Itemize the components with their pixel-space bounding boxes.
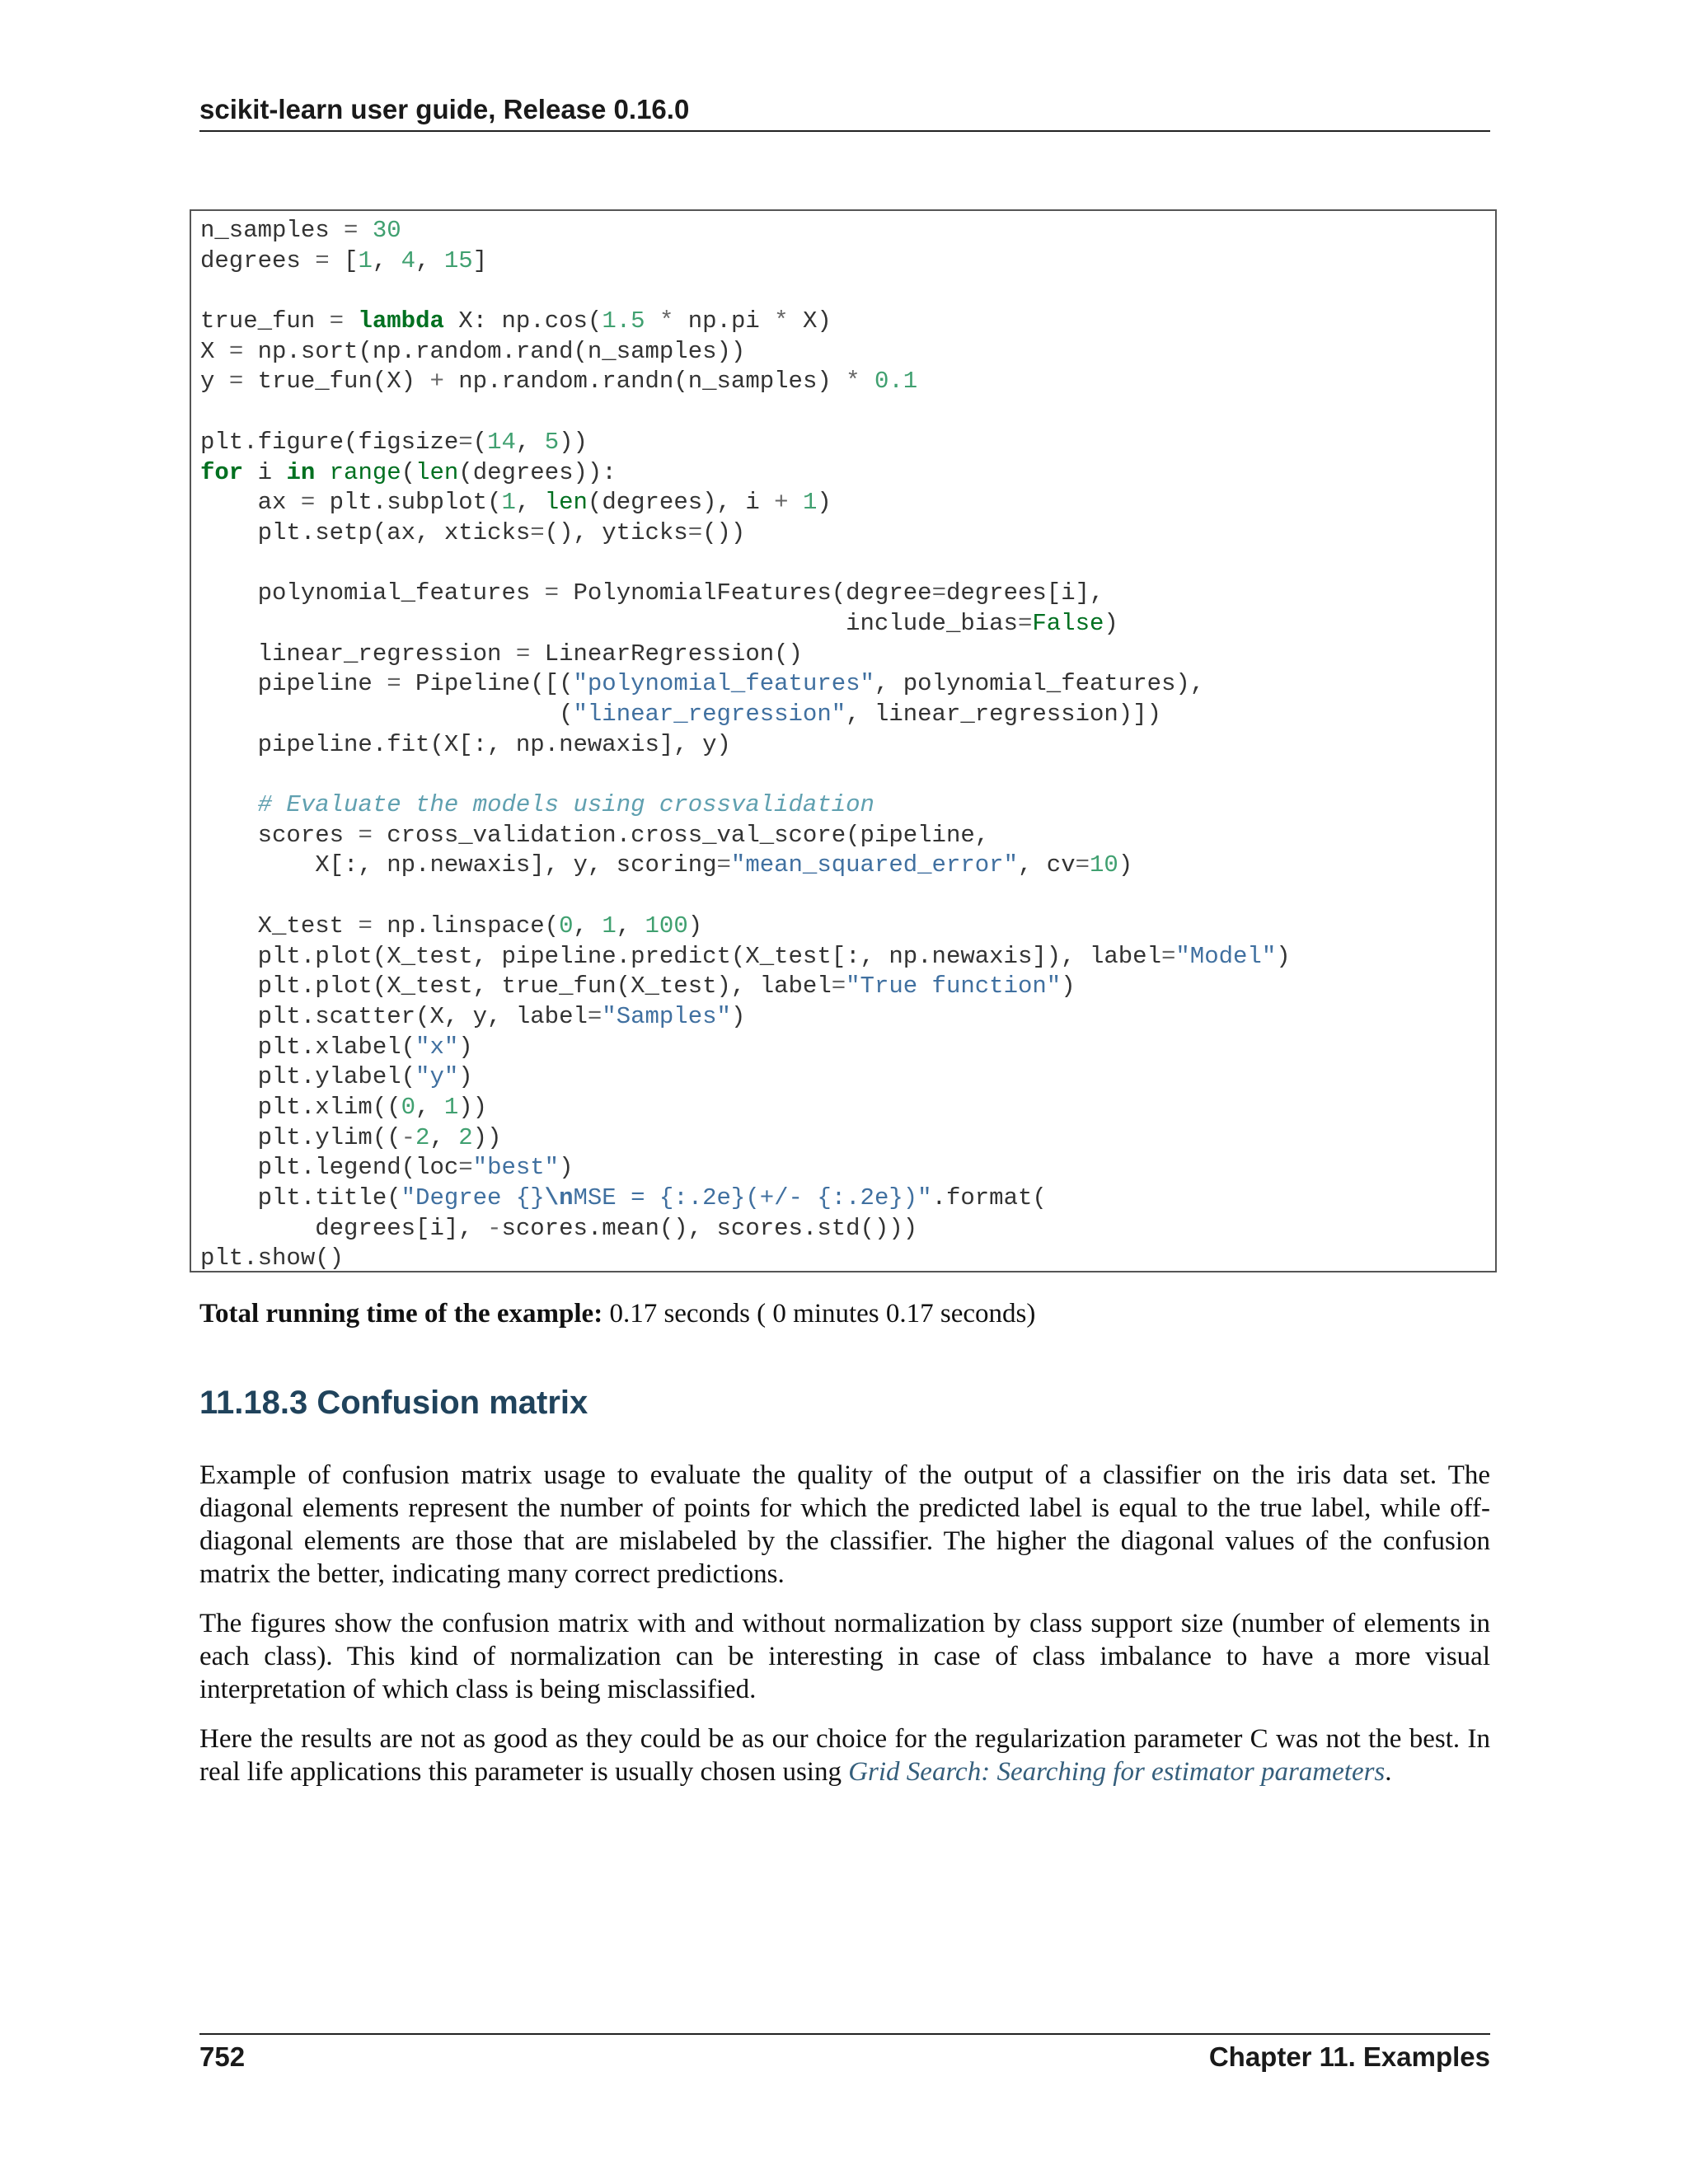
page-header <box>199 91 1490 132</box>
code-token: Pipeline([( <box>401 670 574 698</box>
grid-search-link[interactable]: Grid Search: Searching for estimator parameters <box>848 1757 1386 1787</box>
code-token: , <box>515 489 545 517</box>
code-token: plt.plot(X_test, pipeline.predict(X_test[:, np.newaxis]), label <box>200 942 1161 970</box>
code-token: X) <box>788 307 832 335</box>
code-line <box>200 700 1495 730</box>
code-token <box>645 307 659 335</box>
running-header-title: scikit-learn user guide, Release 0.16.0 <box>199 94 690 124</box>
code-token: 1 <box>602 912 617 940</box>
code-token: 1.5 <box>602 307 645 335</box>
code-token <box>860 368 874 395</box>
code-token: , cv <box>1017 851 1076 879</box>
code-token: \n <box>544 1184 574 1212</box>
code-token: "polynomial_features" <box>573 670 874 698</box>
code-line <box>200 1183 1495 1214</box>
code-token: 2 <box>458 1123 473 1151</box>
code-line <box>200 488 1495 518</box>
code-token: .format( <box>931 1184 1047 1212</box>
code-line <box>200 730 1495 761</box>
code-token: ) <box>559 1154 574 1182</box>
code-token: "y" <box>415 1063 459 1091</box>
code-token: cross_validation.cross_val_score(pipeline, <box>372 821 990 849</box>
code-token: "best" <box>472 1154 560 1182</box>
code-token: , <box>429 1123 459 1151</box>
code-token: ) <box>458 1063 473 1091</box>
code-token: MSE = {:.2e}(+/- {:.2e})" <box>573 1184 932 1212</box>
code-token: , <box>415 246 444 274</box>
code-token: range <box>329 458 401 486</box>
code-line <box>200 518 1495 549</box>
code-token: = <box>344 217 359 244</box>
page-footer <box>199 2033 1490 2084</box>
code-token: = <box>1017 609 1033 637</box>
running-time-line <box>199 1299 1035 1329</box>
code-token: ()) <box>702 518 746 546</box>
code-token: in <box>286 458 316 486</box>
code-line <box>200 216 1495 246</box>
code-token: np.random.randn(n_samples) <box>443 368 846 396</box>
code-token: ) <box>817 489 832 517</box>
code-line <box>200 1153 1495 1183</box>
code-token: true_fun(X) <box>243 368 430 396</box>
code-line <box>200 1093 1495 1123</box>
code-token: + <box>429 368 444 396</box>
code-line <box>200 881 1495 912</box>
code-token: true_fun <box>200 307 330 335</box>
code-token: ( <box>200 701 574 728</box>
code-line <box>200 1123 1495 1154</box>
code-line <box>200 790 1495 821</box>
code-token: )) <box>458 1093 488 1121</box>
code-token: - <box>487 1214 502 1242</box>
code-token: pipeline <box>200 670 387 698</box>
code-token: - <box>401 1123 416 1151</box>
code-token: * <box>774 307 789 335</box>
running-time-label: Total running time of the example: <box>199 1299 603 1329</box>
code-token: ( <box>401 458 416 486</box>
code-token: ) <box>1104 609 1118 637</box>
code-token <box>344 307 358 335</box>
code-token: = <box>228 368 244 396</box>
code-token: lambda <box>358 307 444 335</box>
code-token: , <box>515 428 545 456</box>
code-token: ) <box>1276 942 1291 970</box>
page-number: 752 <box>199 2041 246 2072</box>
code-token: plt.ylim(( <box>200 1123 401 1151</box>
code-token: = <box>587 1002 603 1030</box>
code-token: ) <box>1061 972 1076 1001</box>
code-line <box>200 458 1495 489</box>
code-token: 4 <box>401 246 416 274</box>
code-token: 0 <box>401 1093 416 1121</box>
code-token: = <box>329 307 345 335</box>
code-token: , <box>616 912 645 940</box>
code-token: [ <box>329 246 359 274</box>
code-line <box>200 1244 1495 1272</box>
code-token: len <box>544 489 588 517</box>
code-token: )) <box>559 428 588 456</box>
code-token <box>358 217 372 244</box>
code-token <box>315 459 329 486</box>
code-line <box>200 609 1495 640</box>
code-token: 1 <box>501 489 516 517</box>
code-line <box>200 640 1495 670</box>
code-token: 10 <box>1090 851 1118 879</box>
code-line <box>200 942 1495 972</box>
code-line <box>200 1033 1495 1063</box>
code-token <box>200 791 258 818</box>
code-token: plt.subplot( <box>315 489 502 517</box>
code-token <box>789 489 803 516</box>
code-token: ) <box>1118 851 1133 879</box>
code-token: np.pi <box>673 307 775 335</box>
code-token: plt.show() <box>200 1244 345 1272</box>
code-line <box>200 307 1495 337</box>
code-line <box>200 1002 1495 1033</box>
code-token: y <box>200 368 229 396</box>
code-token: ax <box>200 489 301 517</box>
code-token: 1 <box>802 489 818 517</box>
code-token: "Samples" <box>602 1002 731 1030</box>
code-token: = <box>358 821 373 849</box>
paragraph-regularization <box>199 1722 1490 1788</box>
code-token: = <box>300 489 316 517</box>
code-token: linear_regression <box>200 640 516 668</box>
code-token: scores.mean(), scores.std())) <box>501 1214 918 1242</box>
code-line <box>200 397 1495 428</box>
code-line <box>200 549 1495 579</box>
code-token: 1 <box>443 1093 459 1121</box>
code-token: X[:, np.newaxis], y, scoring <box>200 851 717 879</box>
code-token: = <box>458 428 473 456</box>
code-token: + <box>774 489 789 517</box>
chapter-title: Chapter 11. Examples <box>1208 2041 1490 2072</box>
code-token: 15 <box>443 246 473 274</box>
code-token: for <box>200 458 244 486</box>
code-token: (degrees)): <box>458 458 617 486</box>
code-token: = <box>515 640 531 668</box>
code-token: = <box>544 579 560 607</box>
section-heading: 11.18.3 Confusion matrix <box>199 1385 588 1421</box>
code-token: * <box>846 368 860 396</box>
code-line <box>200 246 1495 277</box>
code-token: = <box>387 670 401 698</box>
code-token: 0 <box>559 912 574 940</box>
code-line <box>200 821 1495 851</box>
code-token: include_bias <box>200 609 1018 637</box>
code-token: 14 <box>487 428 516 456</box>
code-token: = <box>1075 851 1090 879</box>
code-token: X_test <box>200 912 359 940</box>
code-token: scores <box>200 821 359 849</box>
code-token: False <box>1032 609 1104 637</box>
code-token: 30 <box>372 217 401 244</box>
code-line <box>200 428 1495 458</box>
code-token: , <box>372 246 401 274</box>
code-line <box>200 851 1495 881</box>
code-line <box>200 972 1495 1002</box>
code-token: * <box>659 307 674 335</box>
code-token: 1 <box>358 246 373 274</box>
code-token: np.linspace( <box>372 912 560 940</box>
code-token: X <box>200 337 229 365</box>
code-token: ) <box>687 912 703 940</box>
code-token: degrees <box>200 246 316 274</box>
code-line <box>200 1062 1495 1093</box>
code-token: = <box>931 579 946 607</box>
code-token: n_samples <box>200 217 345 244</box>
code-line <box>200 912 1495 942</box>
code-token: 5 <box>544 428 560 456</box>
code-token: plt.ylabel( <box>200 1063 416 1091</box>
code-token: len <box>415 458 459 486</box>
code-token: ( <box>472 428 488 456</box>
code-token: = <box>1161 942 1176 970</box>
paragraph-normalization: The figures show the confusion matrix with and without normalization by class support size (number of elements in each class). This kind of normalization can be interesting in case of class imbalance to have a more visual interpretation of which class is being misclassified. <box>199 1609 1490 1704</box>
code-token: LinearRegression() <box>530 640 803 668</box>
code-token: = <box>228 337 244 365</box>
code-line <box>200 367 1495 397</box>
code-token: plt.xlim(( <box>200 1093 401 1121</box>
code-line <box>200 669 1495 700</box>
code-token: = <box>315 246 330 274</box>
code-token: = <box>530 518 545 546</box>
paragraph-intro: Example of confusion matrix usage to evaluate the quality of the output of a classifier on the iris data set. The diagonal elements represent the number of points for which the predicted label is equal to the true label, while off-diagonal elements are those that are mislabeled by the classifier. The higher the diagonal values of the confusion matrix the better, indicating many correct predictions. <box>199 1460 1490 1589</box>
code-token: plt.plot(X_test, true_fun(X_test), label <box>200 972 832 1001</box>
code-token: = <box>687 518 703 546</box>
code-line <box>200 1214 1495 1244</box>
code-token: = <box>831 972 846 1001</box>
code-token: pipeline.fit(X[:, np.newaxis], y) <box>200 730 731 758</box>
code-token: , <box>415 1093 444 1121</box>
code-line <box>200 276 1495 307</box>
code-token: plt.title( <box>200 1184 401 1212</box>
code-token: = <box>716 851 731 879</box>
code-token: 2 <box>415 1123 430 1151</box>
code-line <box>200 579 1495 609</box>
running-time-value: 0.17 seconds ( 0 minutes 0.17 seconds) <box>609 1299 1036 1329</box>
code-token: plt.setp(ax, xticks <box>200 518 531 546</box>
code-token: "x" <box>415 1033 459 1061</box>
code-token: "Model" <box>1175 942 1277 970</box>
code-token: ] <box>472 246 488 274</box>
code-token: # Evaluate the models using crossvalidation <box>257 791 874 819</box>
code-token: )) <box>472 1123 502 1151</box>
code-token: plt.figure(figsize <box>200 428 459 456</box>
code-token: polynomial_features <box>200 579 545 607</box>
code-token: "True function" <box>846 972 1062 1001</box>
code-token: (), yticks <box>544 518 688 546</box>
code-token: , linear_regression)]) <box>846 701 1162 728</box>
code-token: ) <box>458 1033 473 1061</box>
code-token: "Degree {} <box>401 1184 545 1212</box>
code-token: degrees[i], <box>945 579 1104 607</box>
code-token: = <box>458 1154 473 1182</box>
code-token: PolynomialFeatures(degree <box>559 579 932 607</box>
code-token: 100 <box>645 912 688 940</box>
code-token: np.sort(np.random.rand(n_samples)) <box>243 337 746 365</box>
code-line <box>200 760 1495 790</box>
code-token: ) <box>730 1002 746 1030</box>
code-token: "mean_squared_error" <box>730 851 1018 879</box>
code-token: "linear_regression" <box>573 701 846 728</box>
code-token: = <box>358 912 373 940</box>
code-line <box>200 337 1495 368</box>
code-token: , <box>573 912 603 940</box>
code-token: plt.xlabel( <box>200 1033 416 1061</box>
code-token: 0.1 <box>874 368 918 396</box>
paragraph-regularization-end: . <box>1385 1757 1392 1787</box>
code-token: plt.legend(loc <box>200 1154 459 1182</box>
code-token: X: np.cos( <box>443 307 603 335</box>
code-token: , polynomial_features), <box>874 670 1205 698</box>
paragraph-regularization-text: Here the results are not as good as they could be as our choice for the regularization parameter C was not the best. In real life applications this parameter is usually chosen using <box>199 1724 1490 1787</box>
code-block <box>190 209 1497 1272</box>
code-token: plt.scatter(X, y, label <box>200 1002 588 1030</box>
code-token: (degrees), i <box>587 489 775 517</box>
code-token: i <box>243 458 287 486</box>
code-token: degrees[i], <box>200 1214 488 1242</box>
